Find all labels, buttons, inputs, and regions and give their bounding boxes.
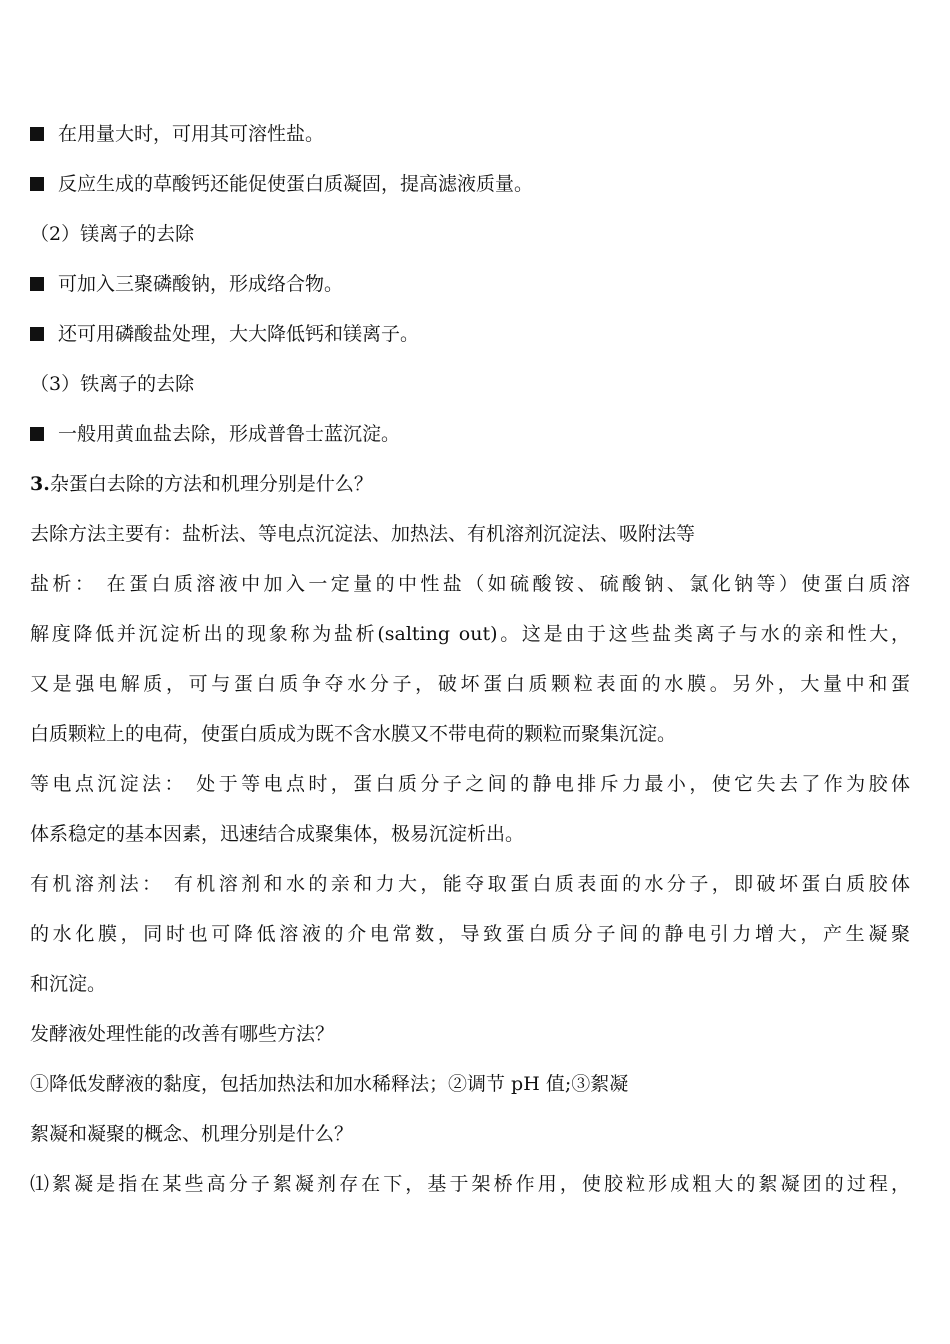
- line-text: （3）铁离子的去除: [30, 373, 195, 395]
- line-text: 又是强电解质，可与蛋白质争夺水分子，破坏蛋白质颗粒表面的水膜。另外，大量中和蛋: [30, 673, 910, 695]
- line-text: 的水化膜，同时也可降低溶液的介电常数，导致蛋白质分子间的静电引力增大，产生凝聚: [30, 923, 910, 945]
- line-text: （2）镁离子的去除: [30, 223, 195, 245]
- text-line: [30, 1072, 910, 1096]
- text-line: [30, 372, 910, 396]
- line-text: 可加入三聚磷酸钠，形成络合物。: [58, 273, 344, 295]
- bullet-list-item: [30, 122, 910, 146]
- square-bullet-icon: [30, 327, 44, 341]
- line-text: 还可用磷酸盐处理，大大降低钙和镁离子。: [58, 323, 420, 345]
- text-line: [30, 572, 910, 596]
- line-text: 和沉淀。: [30, 973, 107, 995]
- bullet-list-item: [30, 322, 910, 346]
- square-bullet-icon: [30, 127, 44, 141]
- text-line: [30, 722, 910, 746]
- bullet-list-item: [30, 272, 910, 296]
- line-text: 盐析： 在蛋白质溶液中加入一定量的中性盐（如硫酸铵、硫酸钠、氯化钠等）使蛋白质溶: [30, 573, 910, 595]
- text-line: [30, 672, 910, 696]
- line-text: 发酵液处理性能的改善有哪些方法？: [30, 1023, 335, 1045]
- question-number: 3.: [30, 473, 50, 495]
- bullet-list-item: [30, 172, 910, 196]
- text-line: [30, 922, 910, 946]
- line-text: 反应生成的草酸钙还能促使蛋白质凝固，提高滤液质量。: [58, 173, 534, 195]
- text-line: [30, 1122, 910, 1146]
- text-line: [30, 1172, 910, 1196]
- line-text: 杂蛋白去除的方法和机理分别是什么？: [49, 473, 373, 495]
- text-line: [30, 1022, 910, 1046]
- text-line: [30, 222, 910, 246]
- text-line: [30, 522, 910, 546]
- line-text: 絮凝和凝聚的概念、机理分别是什么？: [30, 1123, 354, 1145]
- line-text: 体系稳定的基本因素，迅速结合成聚集体，极易沉淀析出。: [30, 823, 525, 845]
- question-heading: [30, 472, 910, 496]
- line-text: 一般用黄血盐去除，形成普鲁士蓝沉淀。: [58, 423, 401, 445]
- line-text: 去除方法主要有：盐析法、等电点沉淀法、加热法、有机溶剂沉淀法、吸附法等: [30, 523, 696, 545]
- text-line: [30, 772, 910, 796]
- text-line: [30, 622, 910, 646]
- square-bullet-icon: [30, 177, 44, 191]
- line-text: ①降低发酵液的黏度，包括加热法和加水稀释法；②调节 pH 值;③絮凝: [30, 1073, 629, 1095]
- text-line: [30, 822, 910, 846]
- square-bullet-icon: [30, 427, 44, 441]
- line-text: 解度降低并沉淀析出的现象称为盐析(salting out)。这是由于这些盐类离子与水的亲和性大，: [30, 623, 910, 645]
- line-text: 白质颗粒上的电荷，使蛋白质成为既不含水膜又不带电荷的颗粒而聚集沉淀。: [30, 723, 677, 745]
- text-line: [30, 872, 910, 896]
- line-text: 等电点沉淀法： 处于等电点时，蛋白质分子之间的静电排斥力最小，使它失去了作为胶体: [30, 773, 910, 795]
- square-bullet-icon: [30, 277, 44, 291]
- line-text: 在用量大时，可用其可溶性盐。: [58, 123, 325, 145]
- line-text: 有机溶剂法： 有机溶剂和水的亲和力大，能夺取蛋白质表面的水分子，即破坏蛋白质胶体: [30, 873, 910, 895]
- bullet-list-item: [30, 422, 910, 446]
- text-line: [30, 972, 910, 996]
- line-text: ⑴絮凝是指在某些高分子絮凝剂存在下，基于架桥作用，使胶粒形成粗大的絮凝团的过程，: [30, 1173, 910, 1195]
